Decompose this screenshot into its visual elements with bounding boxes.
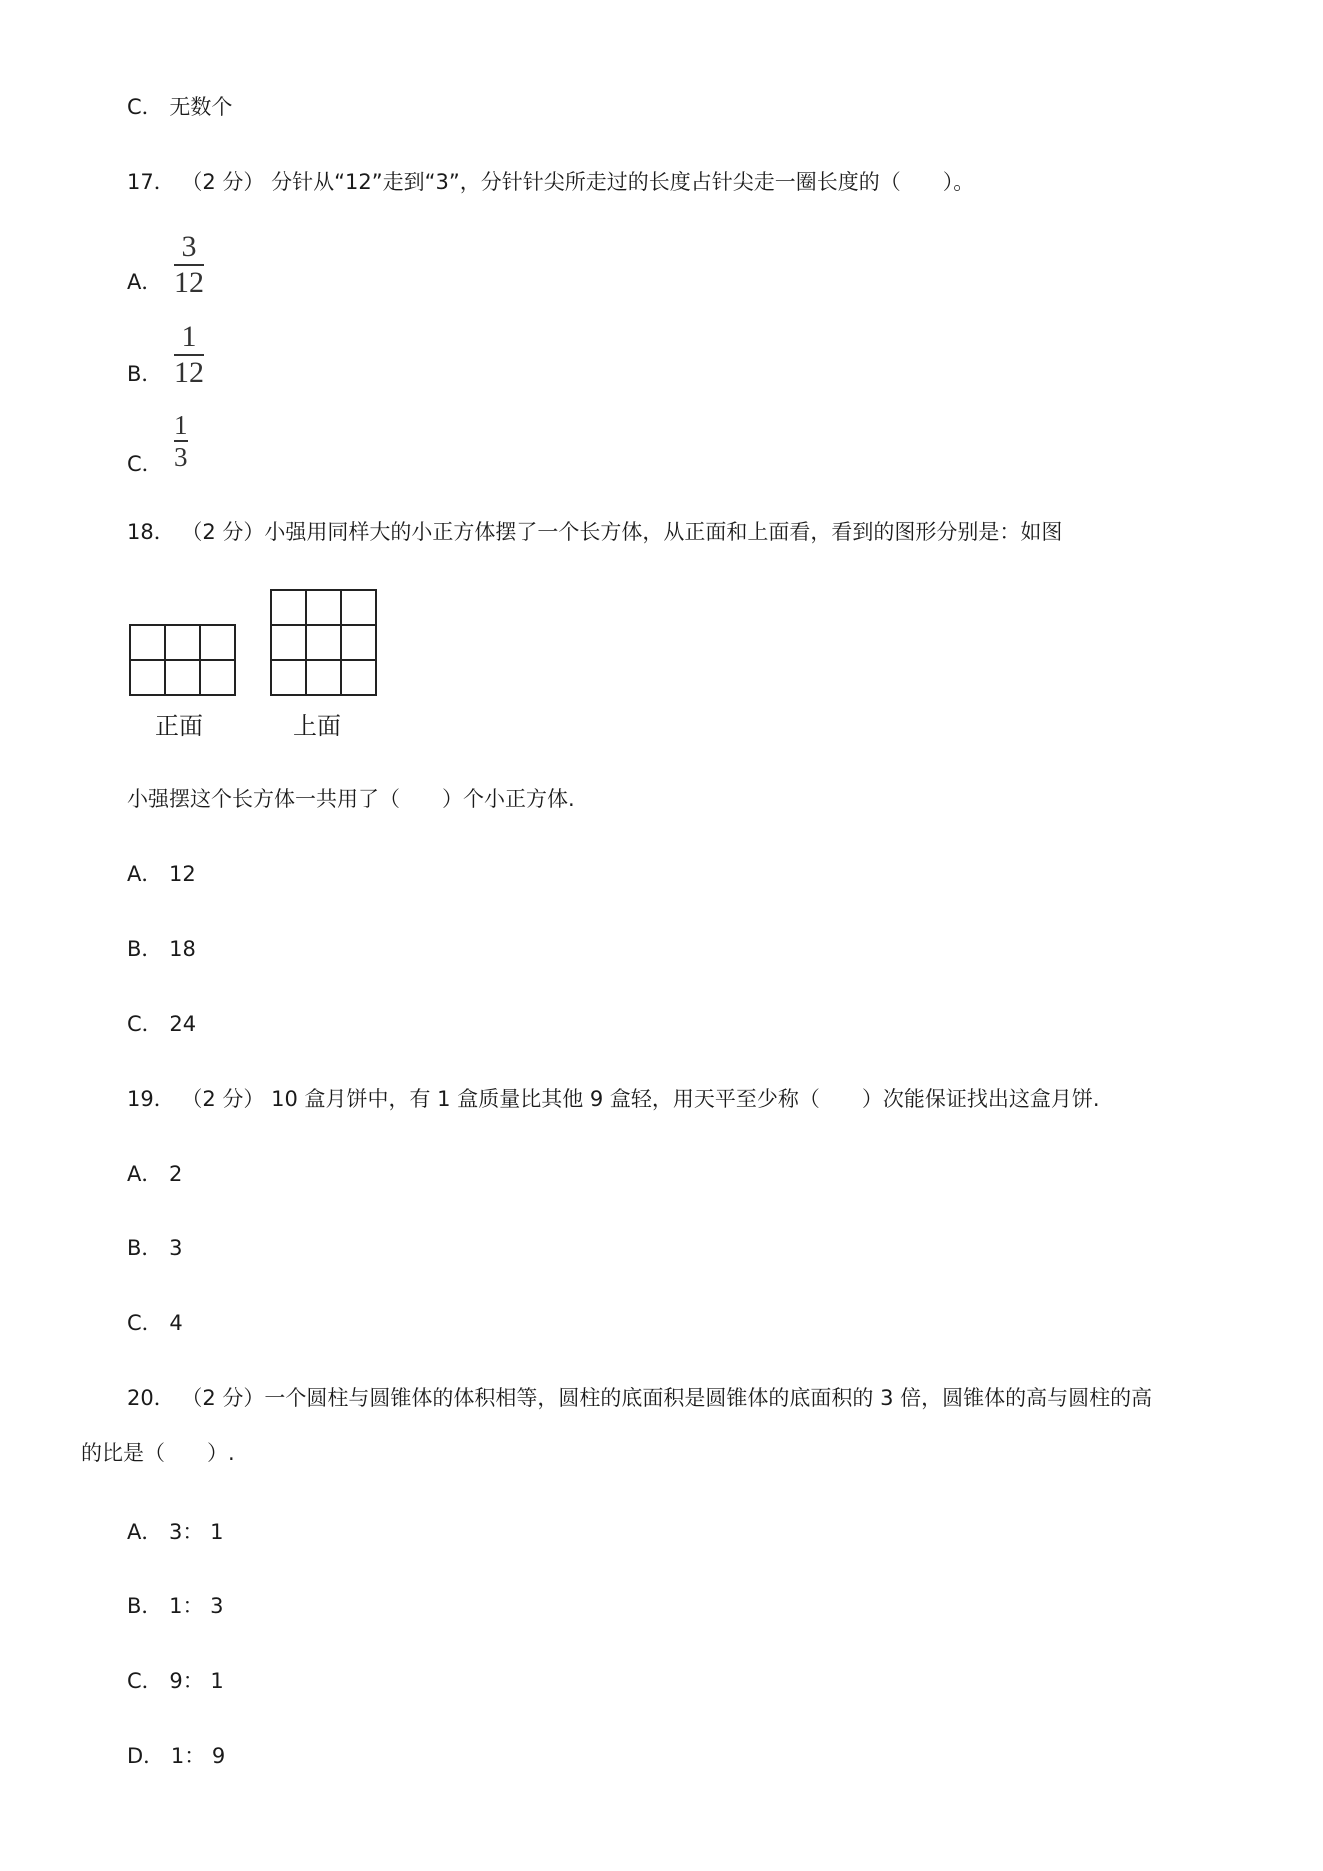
front-view-grid [130,625,235,695]
option-b-q17-fraction [174,322,204,388]
option-a-q17-fraction [174,232,204,298]
question-20-stem-line1: 20． （2 分）一个圆柱与圆锥体的体积相等，圆柱的底面积是圆锥体的底面积的 3 倍，圆锥体的高与圆柱的高 [127,1386,1153,1410]
option-a-q18: A． 12 [127,862,196,886]
denominator: 12 [174,356,204,389]
option-c-q17-label: C． [127,452,163,476]
option-b-q19: B． 3 [127,1236,183,1260]
option-c-q19: C． 4 [127,1311,183,1335]
top-view-label: 上面 [293,712,341,740]
option-c-q16: C． 无数个 [127,95,233,119]
option-c-q17-fraction [174,412,188,470]
question-17-stem: 17． （2 分） 分针从“12”走到“3”，分针针尖所走过的长度占针尖走一圈长度的（ ）。 [127,170,975,194]
numerator: 1 [174,410,188,440]
option-a-q20: A． 3： 1 [127,1520,224,1544]
front-view-label: 正面 [155,712,203,740]
numerator: 1 [181,320,197,353]
option-b-q17-label: B． [127,362,163,386]
option-a-q17-label: A． [127,270,163,294]
denominator: 12 [174,266,204,299]
option-b-q18: B． 18 [127,937,196,961]
option-b-q20: B． 1： 3 [127,1594,224,1618]
option-d-q20: D． 1： 9 [127,1744,226,1768]
option-c-q20: C． 9： 1 [127,1669,224,1693]
option-a-q19: A． 2 [127,1162,183,1186]
question-18-stem: 18． （2 分）小强用同样大的小正方体摆了一个长方体，从正面和上面看，看到的图形分别是：如图 [127,520,1063,544]
numerator: 3 [181,230,197,263]
question-18-text: 小强摆这个长方体一共用了（ ）个小正方体. [127,787,575,811]
top-view-grid [271,590,376,695]
denominator: 3 [174,442,188,472]
option-c-q18: C． 24 [127,1012,197,1036]
question-19-stem: 19． （2 分） 10 盒月饼中，有 1 盒质量比其他 9 盒轻，用天平至少称（ ）次能保证找出这盒月饼. [127,1087,1100,1111]
question-20-stem-line2: 的比是（ ）. [81,1441,235,1465]
